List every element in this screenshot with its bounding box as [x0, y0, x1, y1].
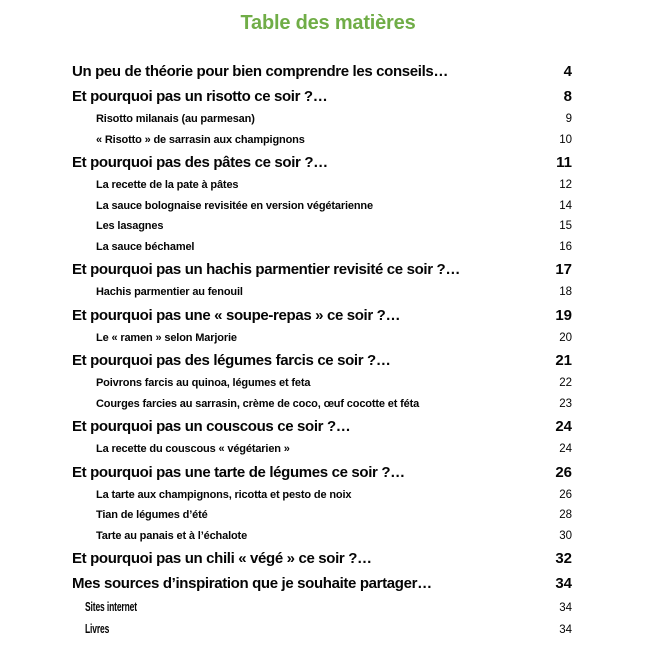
toc-entry[interactable] — [72, 596, 572, 618]
toc-entry[interactable] — [72, 130, 572, 151]
toc-entry-page: 24 — [555, 418, 572, 435]
toc-entry-page: 24 — [559, 443, 572, 455]
toc-entry-label[interactable]: Le « ramen » selon Marjorie — [96, 331, 237, 344]
toc-entry-label[interactable]: Et pourquoi pas une « soupe-repas » ce soir ?… — [72, 306, 401, 324]
toc-entry-label[interactable]: Un peu de théorie pour bien comprendre les conseils… — [72, 63, 449, 80]
toc-entry-label[interactable]: Et pourquoi pas un hachis parmentier revisité ce soir ?… — [72, 261, 461, 278]
toc-entry-page: 34 — [559, 602, 572, 614]
toc-entry[interactable] — [72, 485, 572, 506]
toc-entry-label[interactable]: La tarte aux champignons, ricotta et pesto de noix — [96, 488, 352, 501]
toc-entry-label[interactable]: Et pourquoi pas des pâtes ce soir ?… — [72, 154, 328, 171]
toc-entry-page: 26 — [555, 463, 572, 481]
toc-entry-label[interactable]: La sauce béchamel — [96, 240, 195, 253]
toc-entry-page: 17 — [555, 261, 572, 278]
toc-entry-page: 14 — [559, 199, 572, 212]
toc-entry-page: 19 — [555, 306, 572, 324]
toc-entry[interactable] — [72, 282, 572, 303]
toc-entry-label[interactable]: La recette de la pate à pâtes — [96, 179, 239, 191]
toc-entry-page: 28 — [559, 509, 572, 521]
toc-entry[interactable] — [72, 150, 572, 175]
toc-entry[interactable] — [72, 373, 572, 394]
toc-entry[interactable] — [72, 84, 572, 109]
toc-entry[interactable] — [72, 328, 572, 349]
toc-entry-label[interactable]: Et pourquoi pas un risotto ce soir ?… — [72, 88, 328, 105]
toc-entry-page: 8 — [563, 88, 572, 105]
toc-entry-page: 30 — [559, 529, 572, 542]
toc-entry-label[interactable]: Livres — [85, 622, 110, 636]
toc-entry-label[interactable]: Et pourquoi pas une tarte de légumes ce soir ?… — [72, 463, 405, 481]
toc-entry-label[interactable]: Tian de légumes d’été — [96, 509, 208, 521]
toc-entry-label[interactable]: Courges farcies au sarrasin, crème de coco, œuf cocotte et féta — [96, 397, 420, 410]
toc-entry-label[interactable]: Tarte au panais et à l’échalote — [96, 529, 248, 542]
toc-entry-page: 11 — [556, 154, 572, 171]
toc-entry-page: 20 — [559, 331, 572, 344]
toc-entry-label[interactable]: Sites internet — [85, 600, 137, 614]
toc-entry-label[interactable]: Risotto milanais (au parmesan) — [96, 113, 255, 125]
toc-entry[interactable] — [72, 618, 572, 640]
toc-entry[interactable] — [72, 303, 572, 328]
toc-entry-label[interactable]: Poivrons farcis au quinoa, légumes et feta — [96, 377, 311, 389]
toc-entry[interactable] — [72, 109, 572, 130]
toc-entry[interactable] — [72, 505, 572, 526]
toc-entry[interactable] — [72, 257, 572, 282]
toc-entry-page: 18 — [559, 286, 572, 298]
toc-entry[interactable] — [72, 571, 572, 596]
toc-entry-page: 22 — [559, 377, 572, 389]
toc-entry-page: 4 — [563, 63, 572, 80]
toc-entry[interactable] — [72, 196, 572, 217]
toc-entry-page: 21 — [555, 352, 572, 369]
toc-entry-label[interactable]: La recette du couscous « végétarien » — [96, 443, 290, 455]
toc-entry-page: 32 — [555, 550, 572, 567]
toc-entry-label[interactable]: Et pourquoi pas des légumes farcis ce soir ?… — [72, 352, 391, 369]
toc-entry[interactable] — [72, 175, 572, 196]
toc-entry-page: 34 — [555, 575, 572, 592]
toc-entry-label[interactable]: La sauce bolognaise revisitée en version végétarienne — [96, 199, 373, 212]
toc-entry-page: 26 — [559, 488, 572, 501]
page-title: Table des matières — [240, 12, 416, 34]
toc-entry[interactable] — [72, 216, 572, 237]
toc-entry-page: 9 — [565, 113, 572, 125]
toc-entry[interactable] — [72, 439, 572, 460]
toc-entry[interactable] — [72, 526, 572, 547]
toc-entry[interactable] — [72, 59, 572, 84]
toc-entry[interactable] — [72, 237, 572, 258]
toc-entry-label[interactable]: « Risotto » de sarrasin aux champignons — [96, 133, 305, 146]
toc-entry-label[interactable]: Mes sources d’inspiration que je souhaite partager… — [72, 575, 432, 592]
table-of-contents — [72, 59, 572, 640]
toc-entry[interactable] — [72, 414, 572, 439]
toc-entry[interactable] — [72, 546, 572, 571]
toc-entry[interactable] — [72, 460, 572, 485]
toc-entry-page: 15 — [559, 220, 572, 232]
toc-entry-page: 16 — [559, 240, 572, 253]
toc-entry-label[interactable]: Et pourquoi pas un couscous ce soir ?… — [72, 418, 351, 435]
toc-entry-page: 23 — [559, 397, 572, 410]
toc-entry-label[interactable]: Et pourquoi pas un chili « végé » ce soir ?… — [72, 550, 372, 567]
toc-entry[interactable] — [72, 348, 572, 373]
toc-entry-label[interactable]: Les lasagnes — [96, 220, 164, 232]
toc-entry-page: 34 — [559, 624, 572, 636]
toc-entry-page: 12 — [559, 179, 572, 191]
toc-entry[interactable] — [72, 394, 572, 415]
toc-entry-page: 10 — [559, 133, 572, 146]
toc-entry-label[interactable]: Hachis parmentier au fenouil — [96, 286, 243, 298]
